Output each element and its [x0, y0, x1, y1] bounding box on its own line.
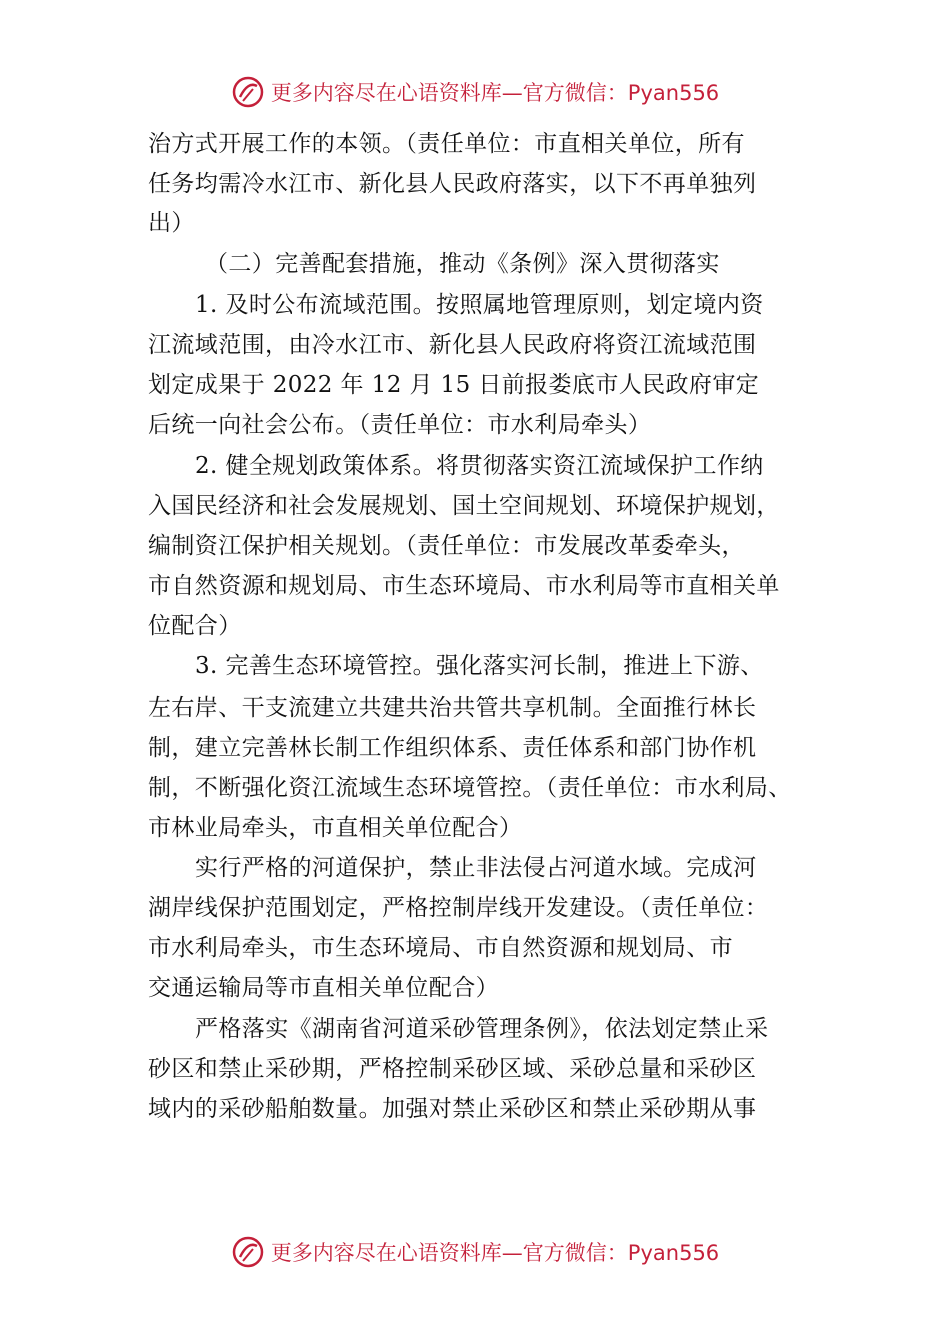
header-banner [0, 72, 950, 112]
footer-banner-text: 更多内容尽在心语资料库—官方微信：Pyan556 [270, 1241, 720, 1265]
body-line: 入国民经济和社会发展规划、国土空间规划、环境保护规划， [148, 493, 780, 519]
body-line: 后统一向社会公布。（责任单位：市水利局牵头） [148, 412, 652, 438]
body-line: 市自然资源和规划局、市生态环境局、市水利局等市直相关单 [148, 573, 780, 599]
section-heading: （二）完善配套措施，推动《条例》深入贯彻落实 [205, 251, 720, 277]
body-line: 任务均需冷水江市、新化县人民政府落实，以下不再单独列 [148, 171, 757, 197]
body-line: 江流域范围，由冷水江市、新化县人民政府将资江流域范围 [148, 332, 757, 358]
body-line: 3. 完善生态环境管控。强化落实河长制，推进上下游、 [195, 653, 764, 679]
body-line: 制，不断强化资江流域生态环境管控。（责任单位：市水利局、 [148, 775, 792, 801]
body-line: 治方式开展工作的本领。（责任单位：市直相关单位，所有 [148, 131, 745, 157]
body-line: 划定成果于 2022 年 12 月 15 日前报娄底市人民政府审定 [148, 372, 760, 398]
body-line: 制，建立完善林长制工作组织体系、责任体系和部门协作机 [148, 735, 757, 761]
body-line: 市水利局牵头，市生态环境局、市自然资源和规划局、市 [148, 935, 733, 961]
body-line: 出） [148, 210, 195, 236]
body-line: 交通运输局等市直相关单位配合） [148, 975, 499, 1001]
body-line: 左右岸、干支流建立共建共治共管共享机制。全面推行林长 [148, 695, 757, 721]
body-line: 位配合） [148, 613, 242, 639]
logo-icon [231, 1235, 265, 1269]
logo-icon [231, 75, 265, 109]
body-line: 砂区和禁止采砂期，严格控制采砂区域、采砂总量和采砂区 [148, 1056, 757, 1082]
footer-banner [0, 1232, 950, 1272]
body-line: 编制资江保护相关规划。（责任单位：市发展改革委牵头， [148, 533, 745, 559]
body-line: 实行严格的河道保护，禁止非法侵占河道水域。完成河 [195, 855, 757, 881]
body-line: 2. 健全规划政策体系。将贯彻落实资江流域保护工作纳 [195, 453, 764, 479]
body-line: 严格落实《湖南省河道采砂管理条例》，依法划定禁止采 [195, 1016, 769, 1042]
body-line: 1. 及时公布流域范围。按照属地管理原则，划定境内资 [195, 292, 764, 318]
body-line: 市林业局牵头，市直相关单位配合） [148, 815, 523, 841]
body-line: 域内的采砂船舶数量。加强对禁止采砂区和禁止采砂期从事 [148, 1096, 757, 1122]
header-banner-text: 更多内容尽在心语资料库—官方微信：Pyan556 [270, 81, 720, 105]
body-line: 湖岸线保护范围划定，严格控制岸线开发建设。（责任单位： [148, 895, 769, 921]
